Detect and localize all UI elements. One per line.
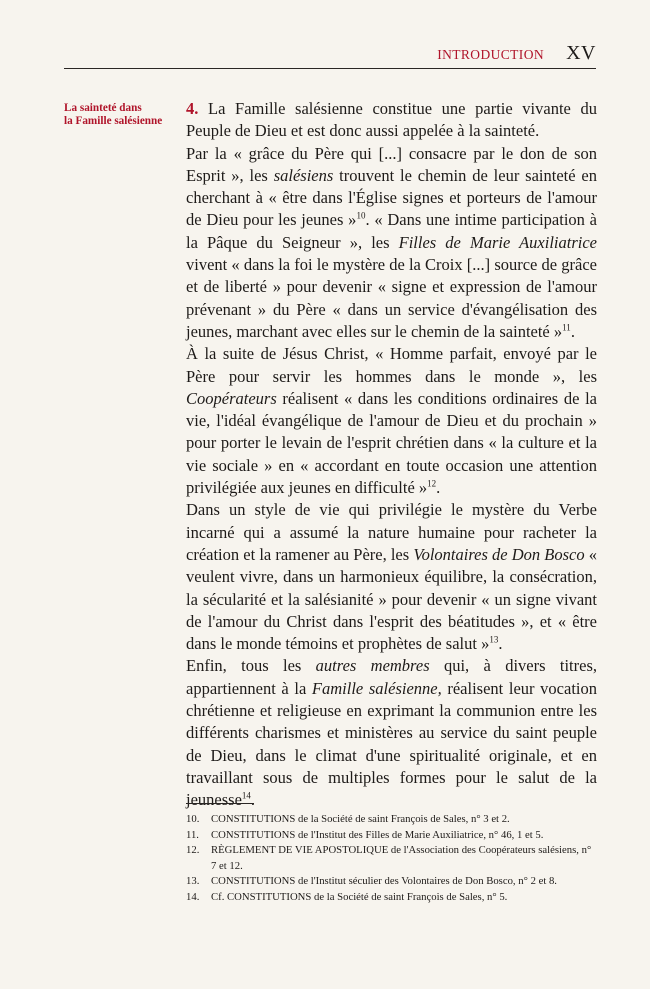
text-run: trouvent le chemin de leur sainteté en cherchant à « être dans l'Église signes et porteurs de l'amour de Dieu pour les jeunes » bbox=[186, 165, 598, 230]
text-run: À la suite de Jésus Christ, « Homme parfait, envoyé par le Père pour servir les hommes dans le monde », les bbox=[186, 344, 597, 386]
text-run: Par la « grâce du Père qui [...] consacre par le don de son Esprit », les bbox=[186, 143, 597, 185]
text-run: qui, à divers titres, appartiennent à la bbox=[186, 656, 597, 698]
footnote-number: 12. bbox=[186, 844, 200, 856]
text-run: réalisent leur vocation chrétienne et religieuse en exprimant la communion entre les différents charismes et ministères au service du saint peuple de Dieu, dans le climat d'une spiritualité originale, et en travaillant sous de multiples formes pour le salut de la jeunesse bbox=[186, 678, 597, 810]
footnote-ref-12: 12 bbox=[427, 478, 437, 489]
paragraph-2 bbox=[186, 143, 597, 344]
footnote-ref-14: 14 bbox=[241, 790, 251, 801]
footnote-number: 14. bbox=[186, 890, 200, 903]
footnote-text: CONSTITUTIONS de l'Institut des Filles de Marie Auxiliatrice, n° 46, 1 et 5. bbox=[211, 828, 544, 841]
section-number: 4. bbox=[186, 99, 199, 118]
footnote-text: CONSTITUTIONS de la Société de saint François de Sales, n° 3 et 2. bbox=[211, 813, 510, 825]
header-section-title: INTRODUCTION bbox=[437, 47, 544, 62]
paragraph-3 bbox=[186, 343, 597, 499]
running-header bbox=[64, 44, 596, 69]
emphasis-cooperateurs: Coopérateurs bbox=[186, 388, 277, 408]
text-run: . bbox=[498, 634, 503, 654]
text-run: « veulent vivre, dans un harmonieux équilibre, la consécration, la sécularité et la salésianité » pour devenir « un signe vivant de l'amour du Christ dans l'esprit des béatitudes », et « être dans le monde témoins et prophètes de salut » bbox=[186, 544, 598, 654]
emphasis-volontaires: Volontaires de Don Bosco bbox=[413, 544, 585, 564]
footnote-11 bbox=[186, 828, 597, 844]
footnote-text: RÈGLEMENT DE VIE APOSTOLIQUE de l'Association des Coopérateurs salésiens, n° 7 et 12. bbox=[211, 844, 592, 872]
footnote-number: 13. bbox=[186, 875, 200, 887]
footnote-number: 11. bbox=[186, 828, 199, 841]
footnote-12 bbox=[186, 843, 597, 874]
paragraph-1 bbox=[186, 98, 597, 143]
footnote-divider bbox=[186, 803, 254, 804]
emphasis-autres-membres: autres membres bbox=[315, 656, 430, 676]
margin-note-line-1: La sainteté dans bbox=[64, 102, 142, 114]
text-run: . « Dans une intime participation à la Pâque du Seigneur », les bbox=[186, 210, 597, 252]
text-run: Enfin, tous les bbox=[186, 656, 316, 676]
paragraph-5 bbox=[186, 655, 597, 811]
text-run: vivent « dans la foi le mystère de la Croix [...] source de grâce et de liberté » pour devenir « signe et expression de l'amour prévenant » du Père « dans un service d'évangélisation des jeunes, marchant avec elles sur le chemin de la sainteté » bbox=[186, 255, 597, 341]
page-number: XV bbox=[566, 42, 596, 64]
footnote-14 bbox=[186, 890, 597, 906]
footnote-text: CONSTITUTIONS de l'Institut séculier des Volontaires de Don Bosco, n° 2 et 8. bbox=[211, 875, 557, 887]
footnote-ref-13: 13 bbox=[489, 634, 499, 645]
text-run: . bbox=[250, 790, 256, 810]
footnote-ref-10: 10 bbox=[356, 210, 366, 221]
text-run: . bbox=[436, 478, 441, 498]
main-text bbox=[186, 98, 597, 812]
emphasis-famille-salesienne: Famille salésienne, bbox=[311, 678, 442, 698]
text-run: . bbox=[570, 321, 575, 341]
footnote-ref-11: 11 bbox=[562, 322, 571, 333]
footnote-13 bbox=[186, 874, 597, 890]
footnotes bbox=[186, 812, 597, 905]
emphasis-salesiens: salésiens bbox=[273, 165, 334, 185]
emphasis-filles-de-marie: Filles de Marie Auxiliatrice bbox=[398, 232, 597, 252]
text-run: Dans un style de vie qui privilégie le mystère du Verbe incarné qui a assumé la nature humaine pour racheter la création et la ramener au Père, les bbox=[186, 500, 597, 564]
margin-note-line-2: la Famille salésienne bbox=[64, 115, 163, 127]
footnote-text: Cf. CONSTITUTIONS de la Société de saint François de Sales, n° 5. bbox=[211, 890, 508, 903]
margin-note bbox=[64, 102, 176, 128]
footnote-10 bbox=[186, 812, 597, 828]
text-run: réalisent « dans les conditions ordinaires de la vie, l'idéal évangélique de l'amour de Dieu et du prochain » pour porter le levain de l'esprit chrétien dans « la culture et la vie sociale » en « accordant en toute occasion une attention privilégiée aux jeunes en difficulté » bbox=[186, 388, 597, 498]
paragraph-4 bbox=[186, 499, 597, 655]
paragraph-1-text: La Famille salésienne constitue une partie vivante du Peuple de Dieu et est donc aussi appelée à la sainteté. bbox=[186, 99, 597, 141]
footnote-number: 10. bbox=[186, 813, 200, 825]
